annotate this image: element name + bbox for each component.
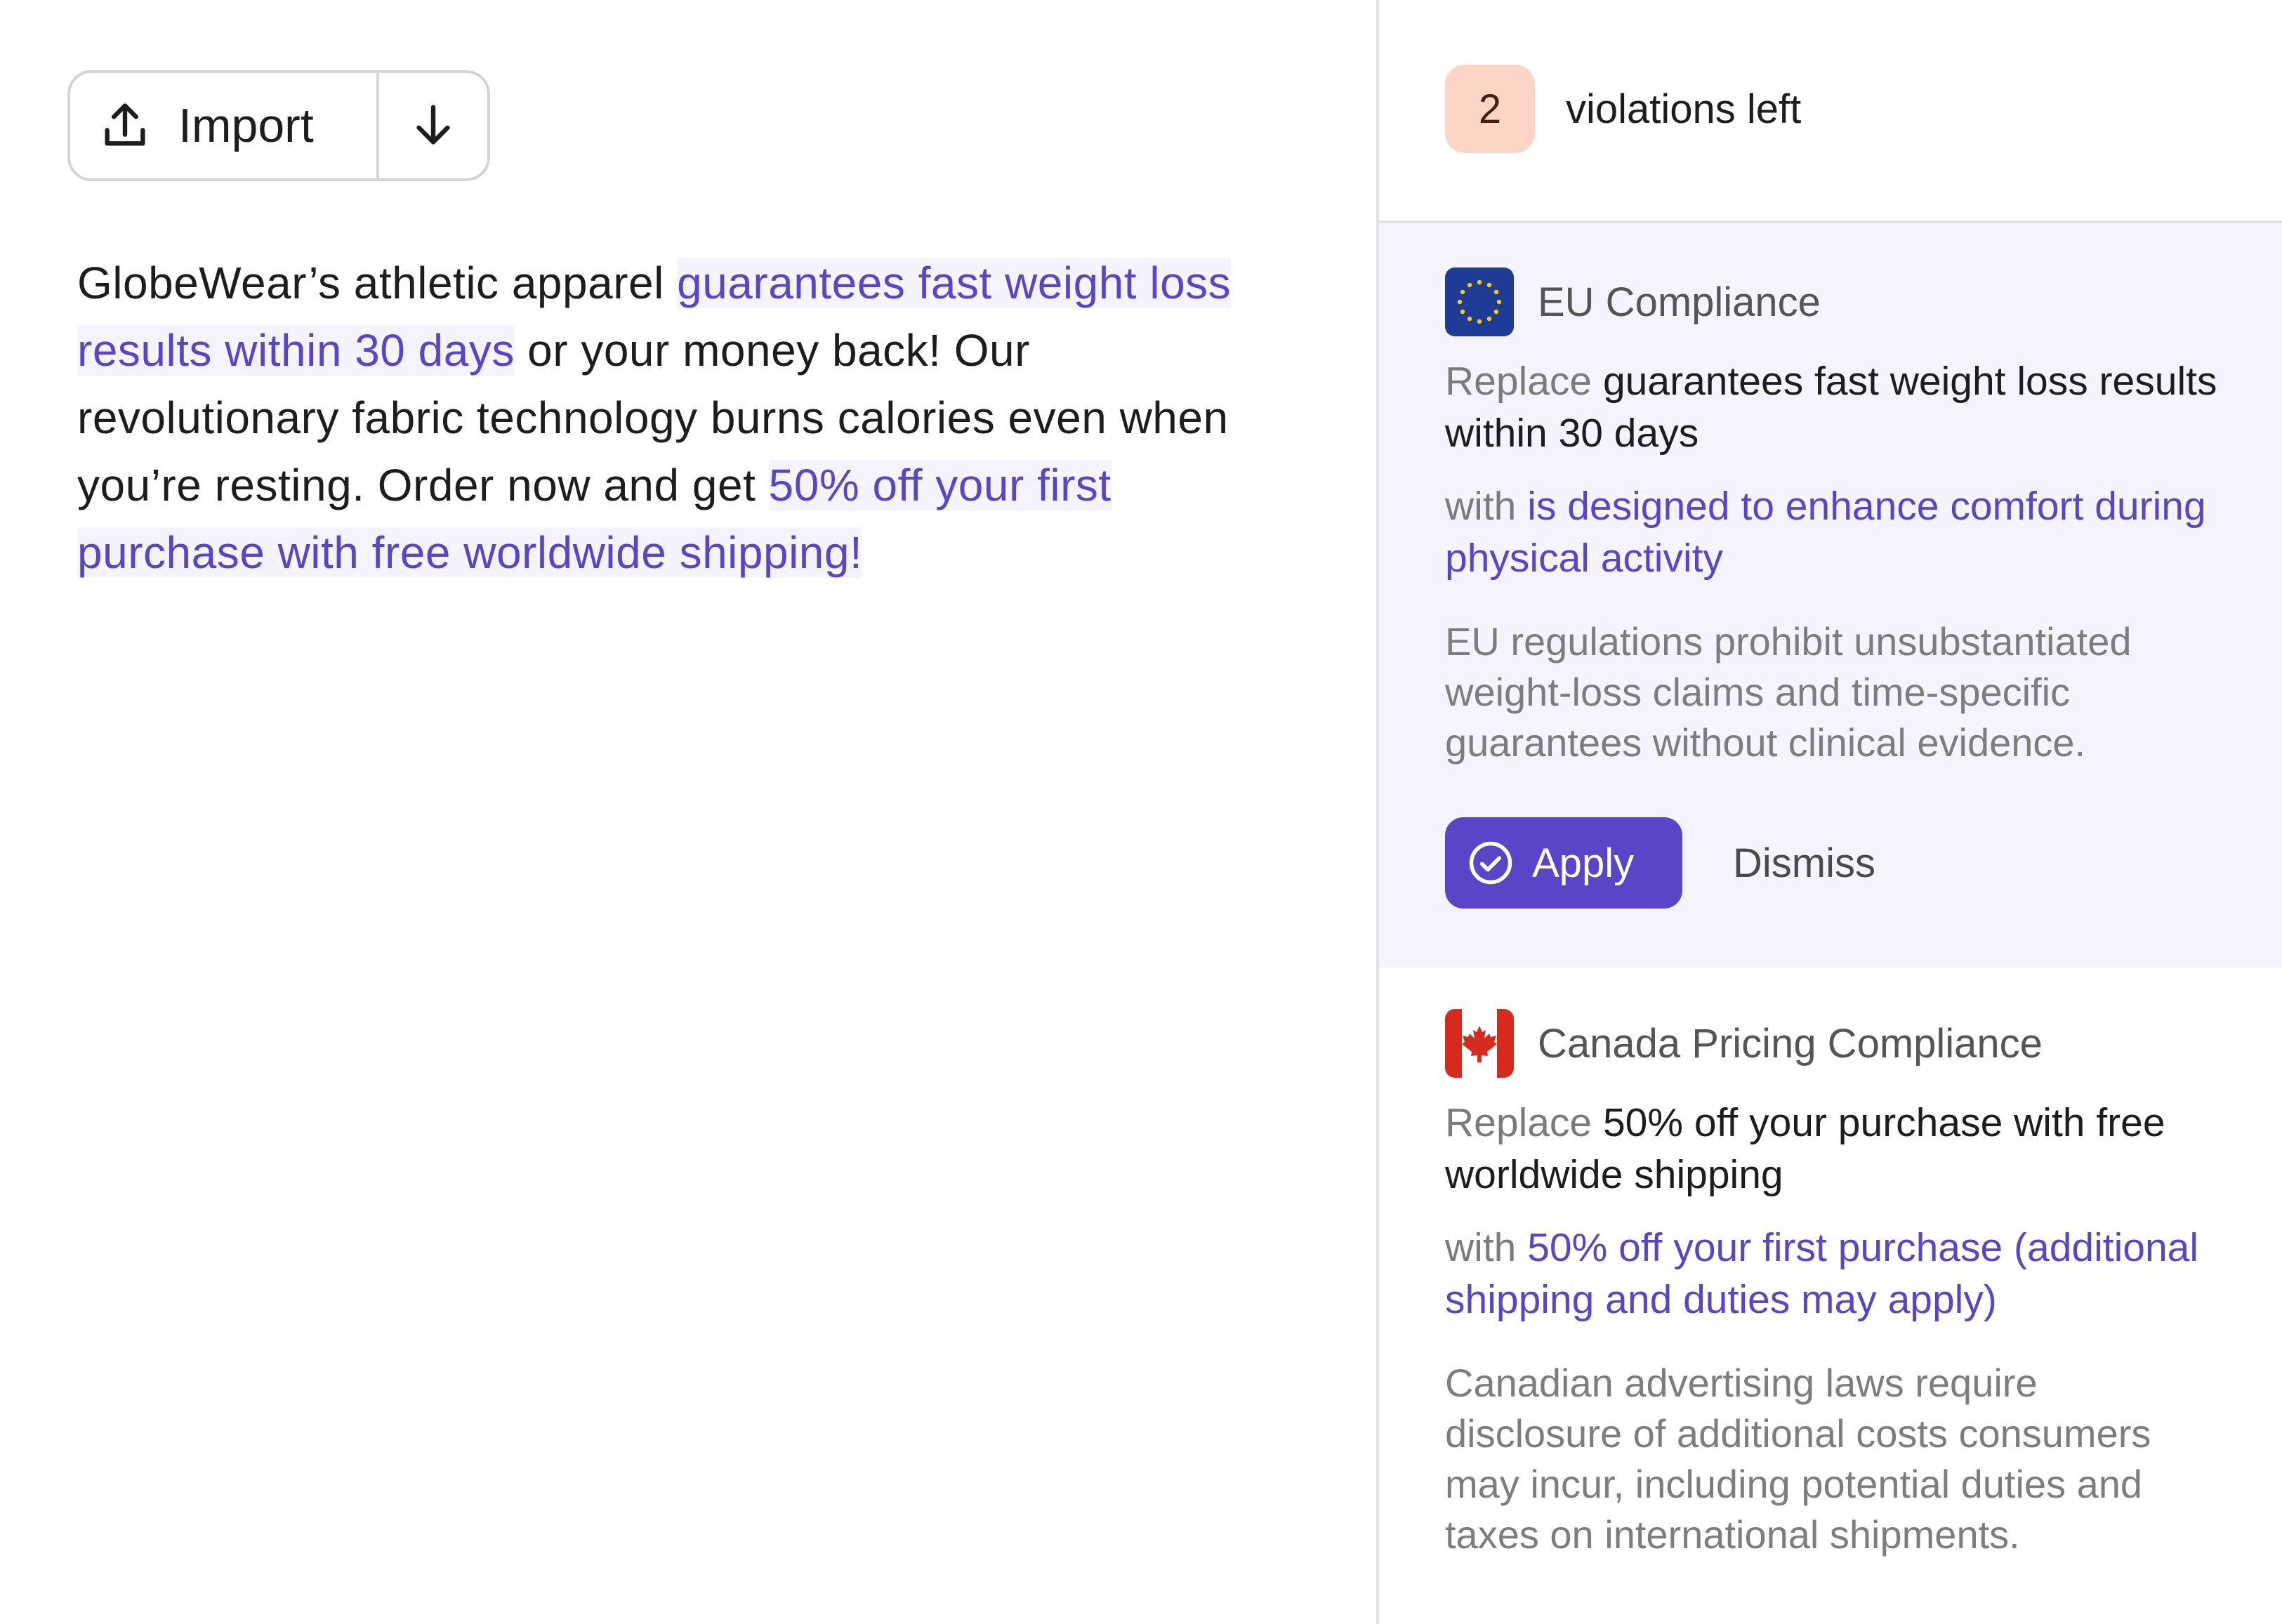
eu-flag-icon (1445, 268, 1514, 336)
violation-highlight-canada[interactable]: 50% off your first purchase with free worldwide shipping! (77, 460, 1112, 578)
with-line (1445, 480, 2224, 584)
with-word: with (1445, 484, 1517, 529)
import-toolbar (67, 70, 490, 181)
reason-text: Canadian advertising laws require disclosure of additional costs consumers may incur, including potential duties and taxes on international shipments. (1445, 1361, 2151, 1557)
violations-left-label: violations left (1566, 86, 1802, 132)
violation-card-eu[interactable] (1379, 223, 2282, 968)
violation-count-badge: 2 (1445, 65, 1535, 153)
violation-card-canada[interactable] (1379, 968, 2282, 1560)
check-circle-icon (1468, 840, 1514, 886)
with-line (1445, 1222, 2224, 1326)
import-dropdown-button[interactable] (379, 73, 487, 178)
card-actions (1445, 817, 2282, 909)
import-button[interactable] (70, 73, 376, 178)
replace-word: Replace (1445, 359, 1592, 404)
arrow-down-icon (409, 98, 458, 154)
import-label: Import (178, 99, 314, 152)
text-segment: GlobeWear’s athletic apparel (77, 258, 678, 308)
original-text: 50% off your purchase with free worldwide shipping (1445, 1100, 2165, 1197)
card-header (1445, 267, 2282, 337)
reason-text: EU regulations prohibit unsubstantiated weight-loss claims and time-specific guarantees without clinical evidence. (1445, 619, 2132, 765)
card-title: EU Compliance (1538, 279, 1821, 325)
document-text[interactable] (77, 249, 1243, 586)
violations-panel (1376, 0, 2282, 1624)
replace-word: Replace (1445, 1100, 1592, 1145)
dismiss-button[interactable]: Dismiss (1733, 840, 1875, 886)
violation-highlight-eu[interactable]: guarantees fast weight loss results within 30 days (77, 258, 1232, 376)
with-word: with (1445, 1225, 1517, 1270)
text-segment: or your money back! Our revolutionary fabric technology burns calories even when you’re resting. Order now and get (77, 325, 1229, 510)
apply-label: Apply (1532, 840, 1635, 886)
suggestion-text: is designed to enhance comfort during physical activity (1445, 484, 2206, 581)
canada-flag-icon (1445, 1009, 1514, 1078)
violations-header (1379, 0, 2282, 223)
card-header (1445, 1008, 2282, 1078)
original-text: guarantees fast weight loss results within 30 days (1445, 359, 2217, 456)
card-title: Canada Pricing Compliance (1538, 1020, 2043, 1067)
suggestion-text: 50% off your first purchase (additional shipping and duties may apply) (1445, 1225, 2199, 1322)
upload-icon (98, 99, 152, 152)
apply-button[interactable] (1445, 817, 1682, 909)
replace-line (1445, 1097, 2224, 1201)
replace-line (1445, 355, 2224, 459)
